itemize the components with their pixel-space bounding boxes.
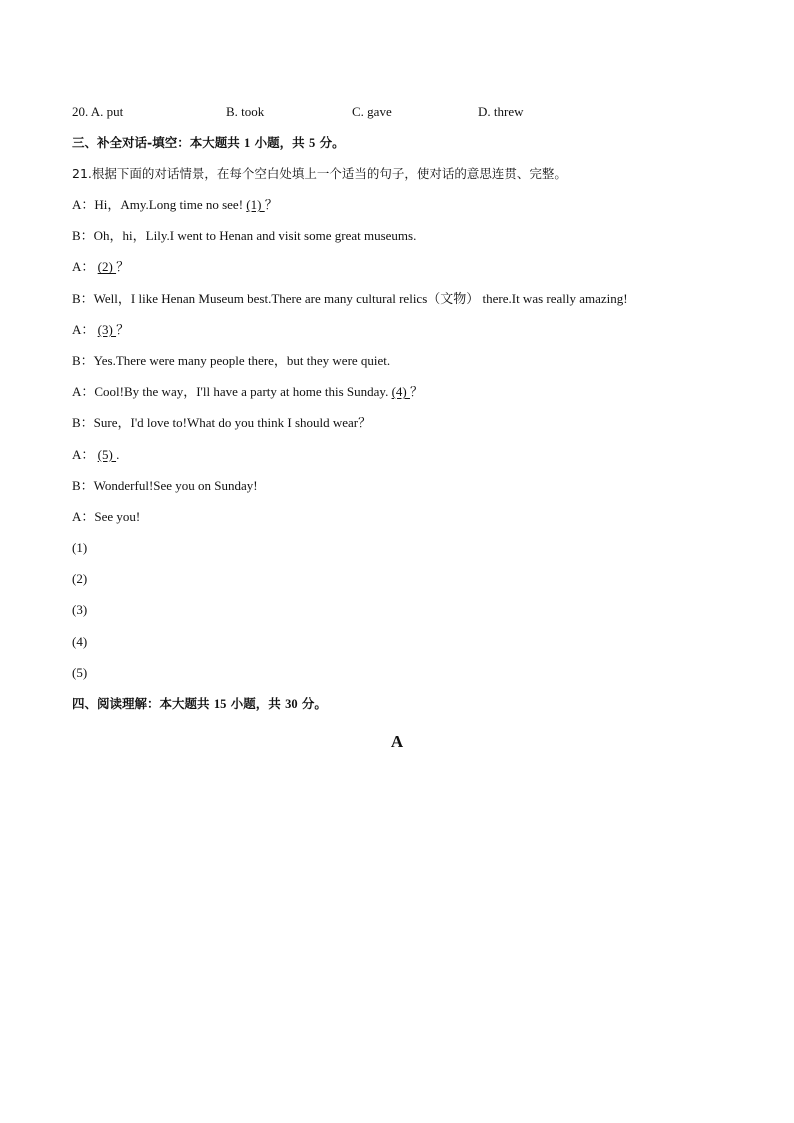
option-d: D. threw [478,104,524,119]
dialogue-text: Wonderful!See you on Sunday! [93,477,258,493]
section-3-heading-suffix: 分。 [315,135,345,150]
section-3-question-count: 1 [244,136,251,150]
answer-line: (2) [72,571,88,587]
dialogue-line [72,322,129,338]
section-4-heading-suffix: 分。 [297,696,327,711]
speaker-label: B： [72,290,94,306]
section-4-score: 30 [285,697,298,711]
dialogue-line [72,509,140,525]
speaker-label: B： [72,228,94,244]
answer-line: (4) [72,633,88,649]
dialogue-text: Yes.There were many people there，but they were quiet. [93,353,391,368]
dialogue-line [72,447,119,463]
fill-in-blank: (5) [97,446,117,462]
section-3-score: 5 [309,136,316,150]
speaker-label: B： [72,415,94,431]
section-4-heading-prefix: 四、阅读理解：本大题共 [72,696,214,711]
section-3-heading-prefix: 三、补全对话-填空：本大题共 [72,135,245,150]
section-3-heading [72,135,345,151]
dialogue-punctuation: . [116,446,120,462]
speaker-label: B： [72,477,94,493]
dialogue-punctuation: ？ [264,197,278,212]
dialogue-punctuation: ？ [116,259,130,275]
fill-in-blank: (3) [97,321,117,337]
passage-title: A [390,732,404,751]
fill-in-blank: (2) [97,259,117,275]
answer-line: (3) [72,602,88,618]
dialogue-line [72,291,628,307]
section-4-heading [72,696,327,712]
option-c: C. gave [352,104,392,119]
section-4-question-count: 15 [213,697,227,711]
dialogue-text: Cool!By the way，I'll have a party at home this Sunday. [94,384,392,400]
dialogue-text: Hi，Amy.Long time no see! [94,197,247,212]
dialogue-punctuation: ？ [410,384,424,400]
dialogue-line [72,228,416,244]
answer-line: (5) [72,664,88,680]
section-4-heading-mid: 小题，共 [226,696,286,711]
dialogue-text: Sure，I'd love to!What do you think I should wear？ [93,415,372,431]
dialogue-line [72,384,423,400]
dialogue-line [72,353,390,369]
dialogue-text: Well，I like Henan Museum best.There are many cultural relics（文物） there.It was really amazing! [93,290,628,306]
fill-in-blank: (1) [246,197,265,212]
dialogue-line [72,259,129,275]
speaker-label: A： [72,259,95,275]
speaker-label: A： [72,446,95,462]
section-3-heading-mid: 小题，共 [250,135,310,150]
answer-line: (1) [72,540,88,555]
option-b: B. took [226,104,265,119]
speaker-label: A： [72,197,95,212]
dialogue-line [72,197,278,213]
speaker-label: A： [72,509,95,524]
dialogue-text: Oh，hi，Lily.I went to Henan and visit some great museums. [93,228,417,244]
dialogue-line [72,478,258,494]
dialogue-text: See you! [94,509,141,524]
fill-in-blank: (4) [391,384,411,400]
speaker-label: B： [72,353,94,368]
question-21-instruction: 21.根据下面的对话情景，在每个空白处填上一个适当的句子，使对话的意思连贯、完整。 [72,166,567,181]
speaker-label: A： [72,321,95,337]
dialogue-line [72,415,371,431]
dialogue-punctuation: ？ [116,321,130,337]
option-a: 20. A. put [72,104,124,119]
speaker-label: A： [72,384,95,400]
